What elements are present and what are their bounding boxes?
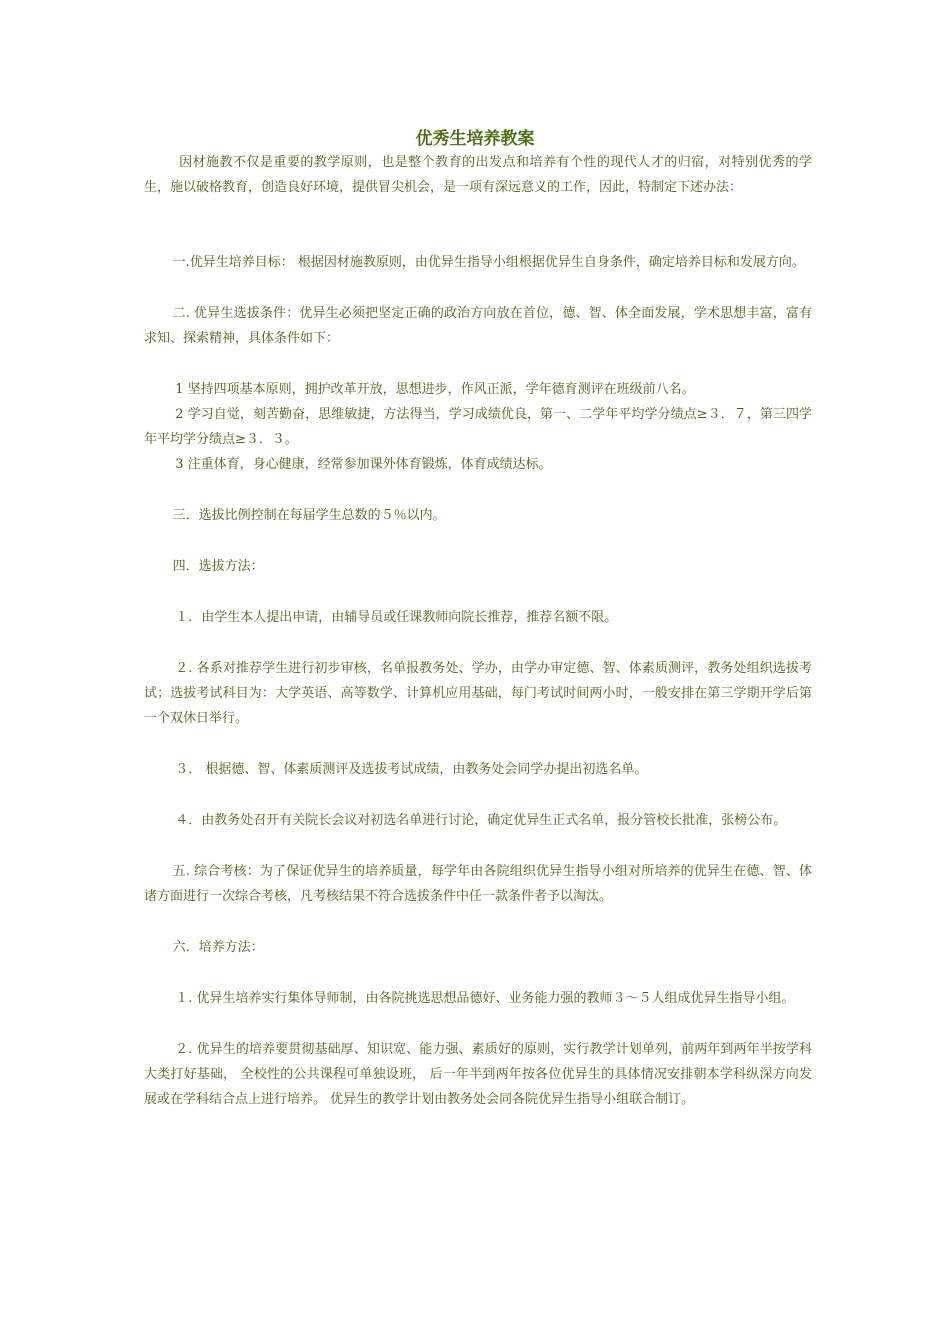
criteria-item-1: 1 坚持四项基本原则，拥护改革开放，思想进步，作风正派，学年德育测评在班级前八名。 [175,382,695,397]
method-item-1: １．由学生本人提出申请，由辅导员或任课教师向院长推荐，推荐名额不限。 [175,610,618,625]
document-body [144,150,812,1112]
section-1-goal: 一.优异生培养目标： 根据因材施教原则，由优异生指导小组根据优异生自身条件，确定培养目标和发展方向。 [172,255,805,270]
section-5-assessment: 五. 综合考核：为了保证优异生的培养质量，每学年由各院组织优异生指导小组对所培养的优异生在德、智、体诸方面进行一次综合考核，凡考核结果不符合选拔条件中任一款条件者予以淘汰。 [144,864,812,904]
section-2-criteria: 二. 优异生选拔条件：优异生必须把坚定正确的政治方向放在首位，德、智、体全面发展，学术思想丰富，富有求知、探索精神，具体条件如下： [144,306,812,346]
intro-paragraph: 因材施教不仅是重要的教学原则，也是整个教育的出发点和培养有个性的现代人才的归宿，对特别优秀的学生，施以破格教育，创造良好环境，提供冒尖机会，是一项有深远意义的工作，因此，特制定下述办法： [144,155,812,195]
document-title: 优秀生培养教案 [415,129,535,149]
criteria-item-3: 3 注重体育，身心健康，经常参加课外体育锻炼，体育成绩达标。 [175,457,552,472]
method-item-3: ３． 根据德、智、体素质测评及选拔考试成绩，由教务处会同学办提出初选名单。 [175,762,648,777]
section-4-heading: 四．选拔方法： [172,559,264,574]
training-item-1: １. 优异生培养实行集体导师制，由各院挑选思想品德好、业务能力强的教师３～５人组成优异生指导小组。 [175,991,795,1006]
criteria-item-2: 2 学习自觉，刻苦勤奋，思维敏捷，方法得当，学习成绩优良，第一、二学年平均学分绩点≥３．７，第三四学年平均学分绩点≥３．３。 [144,407,812,447]
method-item-4: ４．由教务处召开有关院长会议对初选名单进行讨论，确定优异生正式名单，报分管校长批准，张榜公布。 [175,813,787,828]
section-3-ratio: 三．选拔比例控制在每届学生总数的５％以内。 [172,508,446,523]
section-6-heading: 六．培养方法： [172,940,264,955]
method-item-2: ２. 各系对推荐学生进行初步审核，名单报教务处、学办，由学办审定德、智、体素质测评，教务处组织选拔考试；选拔考试科目为：大学英语、高等数学、计算机应用基础，每门考试时间两小时，一般安排在第三学期开学后第一个双休日举行。 [144,661,812,726]
training-item-2: ２. 优异生的培养要贯彻基础厚、知识宽、能力强、素质好的原则，实行教学计划单列，前两年到两年半按学科大类打好基础， 全校性的公共课程可单独设班， 后一年半到两年按各位优异生的具体情况安排朝本学科纵深方向发展或在学科结合点上进行培养。 优异生的教学计划由教务处会同各院优异生指导小组联合制订。 [144,1042,812,1107]
